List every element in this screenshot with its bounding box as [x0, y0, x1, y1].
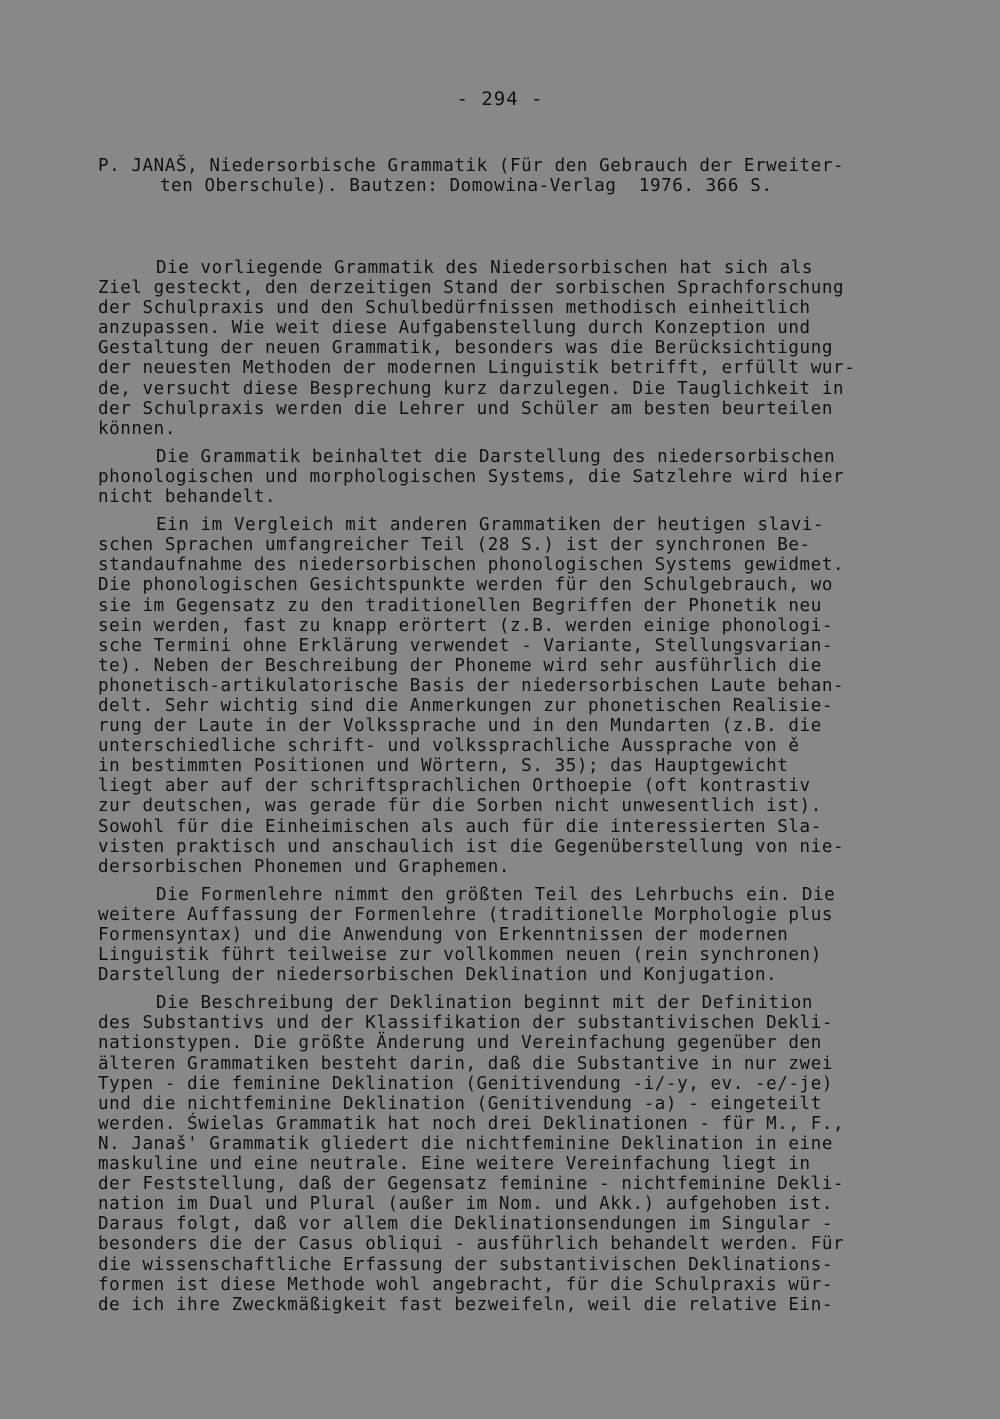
text-line: formen ist diese Methode wohl angebracht, für die Schulpraxis wür-: [98, 1274, 833, 1295]
text-line: visten praktisch und anschaulich ist die Gegenüberstellung von nie-: [98, 836, 845, 857]
text-line: delt. Sehr wichtig sind die Anmerkungen zur phonetischen Realisie-: [98, 695, 833, 716]
paragraph: [98, 515, 918, 877]
text-line: rung der Laute in der Volkssprache und in den Mundarten (z.B. die: [98, 716, 822, 737]
text-line: Ein im Vergleich mit anderen Grammatiken der heutigen slavi-: [156, 515, 825, 536]
text-line: Die Formenlehre nimmt den größten Teil des Lehrbuchs ein. Die: [156, 884, 836, 905]
text-line: anzupassen. Wie weit diese Aufgabenstellung durch Konzeption und: [98, 318, 811, 339]
page-number: - 294 -: [456, 88, 544, 110]
text-line: nation im Dual und Plural (außer im Nom. und Akk.) aufgehoben ist.: [98, 1194, 833, 1215]
reference-line: P. JANAŠ, Niedersorbische Grammatik (Für den Gebrauch der Erweiter-: [98, 156, 845, 176]
text-line: nationstypen. Die größte Änderung und Vereinfachung gegenüber den: [98, 1033, 822, 1054]
text-line: Die vorliegende Grammatik des Niedersorbischen hat sich als: [156, 258, 814, 278]
text-line: sche Termini ohne Erklärung verwendet - Variante, Stellungsvarian-: [98, 635, 833, 656]
text-line: Sowohl für die Einheimischen als auch für die interessierten Sla-: [98, 816, 822, 837]
text-line: der Feststellung, daß der Gegensatz feminine - nichtfeminine Dekli-: [98, 1174, 845, 1195]
text-line: können.: [98, 418, 176, 439]
text-line: te). Neben der Beschreibung der Phoneme wird sehr ausführlich die: [98, 655, 822, 676]
text-line: Die phonologischen Gesichtspunkte werden für den Schulgebrauch, wo: [98, 575, 833, 596]
text-line: sein werden, fast zu knapp erörtert (z.B. werden einige phonologi-: [98, 615, 833, 636]
text-line: sie im Gegensatz zu den traditionellen Begriffen der Phonetik neu: [98, 595, 822, 616]
text-line: Darstellung der niedersorbischen Deklination und Konjugation.: [98, 965, 778, 986]
reference-line: ten Oberschule). Bautzen: Domowina-Verlag 1976. 366 S.: [160, 176, 773, 196]
paragraph: [98, 447, 918, 507]
text-line: weitere Auffassung der Formenlehre (traditionelle Morphologie plus: [98, 904, 833, 925]
review-body: [98, 258, 918, 1323]
text-line: dersorbischen Phonemen und Graphemen.: [98, 856, 511, 877]
text-line: Daraus folgt, daß vor allem die Deklinationsendungen im Singular -: [98, 1214, 833, 1235]
text-line: der Schulpraxis werden die Lehrer und Schüler am besten beurteilen: [98, 398, 833, 419]
text-line: und die nichtfeminine Deklination (Genitivendung -a) - eingeteilt: [98, 1093, 822, 1114]
text-line: älteren Grammatiken besteht darin, daß die Substantive in nur zwei: [98, 1053, 833, 1074]
text-line: Ziel gesteckt, den derzeitigen Stand der sorbischen Sprachforschung: [98, 278, 845, 299]
text-line: de, versucht diese Besprechung kurz darzulegen. Die Tauglichkeit in: [98, 378, 845, 399]
text-line: Die Beschreibung der Deklination beginnt mit der Definition: [156, 993, 814, 1014]
text-line: liegt aber auf der schriftsprachlichen Orthoepie (oft kontrastiv: [98, 776, 811, 797]
text-line: phonetisch-artikulatorische Basis der niedersorbischen Laute behan-: [98, 675, 845, 696]
text-line: N. Janaš' Grammatik gliedert die nichtfeminine Deklination in eine: [98, 1133, 833, 1154]
text-line: der neuesten Methoden der modernen Linguistik betrifft, erfüllt wur-: [98, 358, 856, 379]
text-line: nicht behandelt.: [98, 487, 277, 508]
text-line: standaufnahme des niedersorbischen phonologischen Systems gewidmet.: [98, 555, 845, 576]
text-line: in bestimmten Positionen und Wörtern, S. 35); das Hauptgewicht: [98, 756, 789, 777]
paragraph: [98, 258, 918, 439]
review-reference: [98, 156, 918, 196]
text-line: Die Grammatik beinhaltet die Darstellung des niedersorbischen: [156, 446, 836, 467]
text-line: unterschiedliche schrift- und volkssprachliche Aussprache von ě: [98, 736, 800, 757]
text-line: schen Sprachen umfangreicher Teil (28 S.) ist der synchronen Be-: [98, 535, 811, 556]
text-line: maskuline und eine neutrale. Eine weitere Vereinfachung liegt in: [98, 1154, 811, 1175]
text-line: de ich ihre Zweckmäßigkeit fast bezweifeln, weil die relative Ein-: [98, 1294, 833, 1315]
text-line: besonders die der Casus obliqui - ausführlich behandelt werden. Für: [98, 1234, 845, 1255]
paragraph: [98, 993, 918, 1315]
text-line: Formensyntax) und die Anwendung von Erkenntnissen der modernen: [98, 925, 789, 945]
text-line: des Substantivs und der Klassifikation der substantivischen Dekli-: [98, 1013, 833, 1034]
text-line: werden. Świelas Grammatik hat noch drei Deklinationen - für M., F.,: [98, 1113, 845, 1134]
text-line: die wissenschaftliche Erfassung der substantivischen Deklinations-: [98, 1254, 833, 1275]
paragraph: [98, 885, 918, 985]
text-line: Typen - die feminine Deklination (Genitivendung -i/-y, ev. -e/-je): [98, 1073, 833, 1094]
text-line: Linguistik führt teilweise zur vollkommen neuen (rein synchronen): [98, 945, 822, 966]
text-line: der Schulpraxis und den Schulbedürfnissen methodisch einheitlich: [98, 298, 811, 319]
text-line: zur deutschen, was gerade für die Sorben nicht unwesentlich ist).: [98, 796, 822, 817]
text-line: Gestaltung der neuen Grammatik, besonders was die Berücksichtigung: [98, 338, 833, 359]
text-line: phonologischen und morphologischen Systems, die Satzlehre wird hier: [98, 466, 845, 487]
